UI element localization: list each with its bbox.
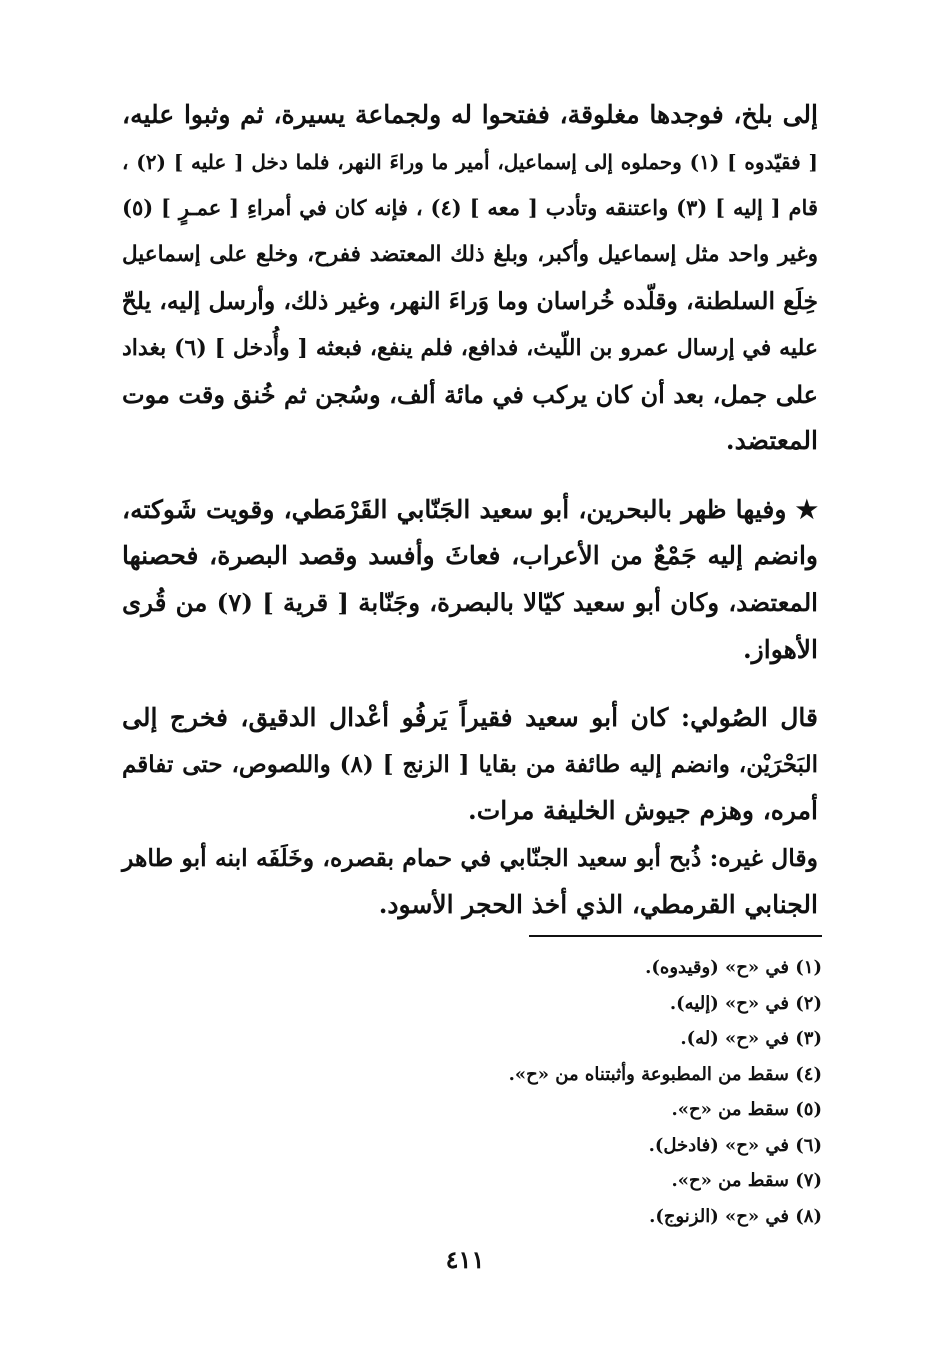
text-line: [ فقيّدوه ] (١) وحملوه إلى إسماعيل، أمير ما وراءَ النهر، فلما دخل [ عليه ] (٢) ، <box>122 149 818 174</box>
paragraph-1 <box>122 92 818 465</box>
footnote-item: (٢) في «ح» (إليه). <box>669 992 822 1014</box>
paragraph-3 <box>122 695 818 835</box>
text-line: وقال غيره: ذُبح أبو سعيد الجنّابي في حمام بقصره، وخَلَفَه ابنه أبو طاهر <box>122 843 818 872</box>
text-line: أمره، وهزم جيوش الخليفة مرات. <box>467 796 818 826</box>
text-line: وغير واحد مثل إسماعيل وأكبر، وبلغ ذلك المعتضد ففرح، وخلع على إسماعيل <box>122 241 818 267</box>
text-line: على جمل، بعد أن كان يركب في مائة ألف، وسُجن ثم خُنق وقت موت <box>122 379 818 409</box>
footnote-item: (٨) في «ح» (الزنوج). <box>649 1205 822 1227</box>
main-text <box>122 92 818 928</box>
text-line: الجنابي القرمطي، الذي أخذ الحجر الأسود. <box>378 889 818 919</box>
paragraph-4 <box>122 835 818 928</box>
footnote-item: (٣) في «ح» (له). <box>680 1028 822 1049</box>
text-line: ★ وفيها ظهر بالبحرين، أبو سعيد الجَنّابي القَرْمَطي، وقويت شَوكته، <box>122 494 818 524</box>
page-number: ٤١١ <box>445 1245 485 1274</box>
paragraph-2 <box>122 487 818 673</box>
text-line: البَحْرَيْن، وانضم إليه طائفة من بقايا [ الزنج ] (٨) واللصوص، حتى تفاقم <box>122 750 818 778</box>
text-line: الأهواز. <box>742 634 818 664</box>
text-line: إلى بلخ، فوجدها مغلوقة، ففتحوا له ولجماعة يسيرة، ثم وثبوا عليه، <box>122 100 818 129</box>
footnote-item: (١) في «ح» (وقيدوه). <box>645 957 822 978</box>
text-line: خِلَع السلطنة، وقلّده خُراسان وما وَراءَ النهر، وغير ذلك، وأرسل إليه، يلحّ <box>121 287 818 316</box>
footnote-item: (٧) سقط من «ح». <box>671 1170 822 1191</box>
footnote-item: (٥) سقط من «ح». <box>671 1099 822 1120</box>
text-line: قام [ إليه ] (٣) واعتنقه وتأدب [ معه ] (٤) ، فإنه كان في أمراءِ [ عمـرٍ ] (٥) <box>122 195 818 221</box>
text-line: وانضم إليه جَمْعٌ من الأعراب، فعاثَ وأفسد وقصد البصرة، فحصنها <box>122 541 818 571</box>
text-line: المعتضد، وكان أبو سعيد كيّالا بالبصرة، وجَنّابة [ قرية ] (٧) من قُرى <box>122 587 818 617</box>
footnotes <box>262 950 822 1234</box>
footnote-separator <box>529 935 822 937</box>
text-line: عليه في إرسال عمرو بن اللّيث، فدافع، فلم ينفع، فبعثه [ وأُدخل ] (٦) بغداد <box>122 334 818 361</box>
footnote-item: (٦) في «ح» (فادخل). <box>648 1134 822 1156</box>
text-line: المعتضد. <box>725 426 818 456</box>
text-line: قال الصُولي: كان أبو سعيد فقيراً يَرفُو أعْدال الدقيق، فخرج إلى <box>122 703 818 733</box>
footnote-item: (٤) سقط من المطبوعة وأثبتناه من «ح». <box>508 1063 822 1085</box>
